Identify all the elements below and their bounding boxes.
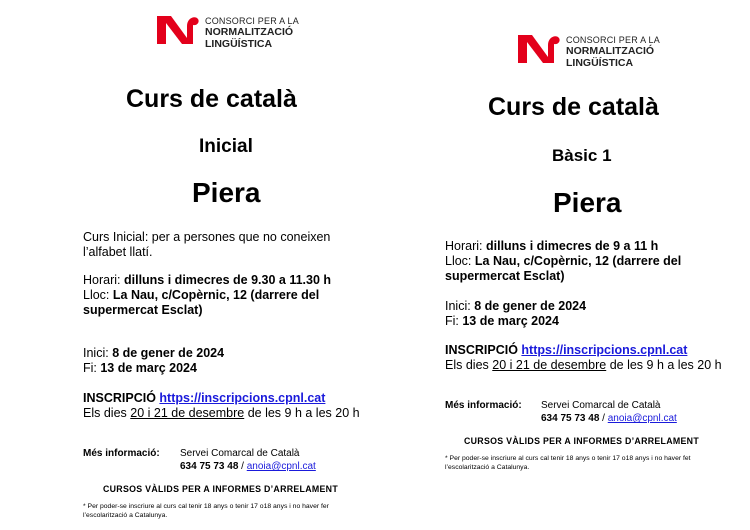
right-level: Bàsic 1 xyxy=(552,146,612,165)
right-servei: Servei Comarcal de Català xyxy=(541,400,661,411)
right-email-link[interactable]: anoia@cpnl.cat xyxy=(607,413,677,424)
left-lloc-value: La Nau, c/Copèrnic, 12 (darrere del supermercat Esclat) xyxy=(83,288,320,317)
left-inici-value: 8 de gener de 2024 xyxy=(112,346,225,360)
right-dies-pre: Els dies xyxy=(445,358,493,372)
right-inscripcio xyxy=(445,343,687,358)
left-lloc-label: Lloc: xyxy=(83,288,113,302)
cpnl-logo xyxy=(157,14,317,54)
right-dies-post: de les 9 h a les 20 h xyxy=(606,358,722,372)
right-title: Curs de català xyxy=(488,93,659,121)
right-fi-label: Fi: xyxy=(445,314,463,328)
left-dies-pre: Els dies xyxy=(83,406,131,420)
right-horari xyxy=(445,239,658,254)
right-inscripcio-label: INSCRIPCIÓ xyxy=(445,343,522,357)
left-contact xyxy=(180,460,316,473)
right-city: Piera xyxy=(553,187,622,218)
left-fi-label: Fi: xyxy=(83,361,101,375)
left-email-link[interactable]: anoia@cpnl.cat xyxy=(246,461,316,472)
left-inici xyxy=(83,346,224,361)
right-contact xyxy=(541,412,677,425)
cpnl-logo-icon xyxy=(518,33,562,65)
left-phone: 634 75 73 48 xyxy=(180,461,239,472)
right-fi-value: 13 de març 2024 xyxy=(462,314,559,328)
logo-line-2: NORMALITZACIÓ xyxy=(205,26,294,38)
right-lloc xyxy=(445,254,705,284)
left-dies-dates: 20 i 21 de desembre xyxy=(130,406,245,420)
left-title: Curs de català xyxy=(126,85,297,113)
right-fi xyxy=(445,314,559,329)
cpnl-logo-right xyxy=(518,33,678,73)
right-lloc-label: Lloc: xyxy=(445,254,475,268)
logo-line-1: CONSORCI PER A LA xyxy=(566,35,660,45)
left-level: Inicial xyxy=(199,136,253,157)
left-description: Curs Inicial: per a persones que no coneixen l’alfabet llatí. xyxy=(83,230,331,259)
left-dies-post: de les 9 h a les 20 h xyxy=(244,406,360,420)
left-inici-label: Inici: xyxy=(83,346,113,360)
logo-line-2: NORMALITZACIÓ xyxy=(566,45,655,57)
left-footnote: * Per poder-se inscriure al curs cal tenir 18 anys o tenir 17 o18 anys i no haver fer l’escolarització a Catalunya. xyxy=(83,503,329,519)
right-footnote: * Per poder-se inscriure al curs cal tenir 18 anys o tenir 17 o18 anys i no haver fet l’escolarització a Catalunya. xyxy=(445,455,691,471)
right-valid-notice: CURSOS VÀLIDS PER A INFORMES D’ARRELAMENT xyxy=(464,436,700,446)
left-horari-value: dilluns i dimecres de 9.30 a 11.30 h xyxy=(123,273,332,287)
right-inici-label: Inici: xyxy=(445,299,475,313)
left-lloc xyxy=(83,288,343,318)
left-servei: Servei Comarcal de Català xyxy=(180,448,300,459)
left-inscripcio-label: INSCRIPCIÓ xyxy=(83,391,160,405)
logo-line-3: LINGÜÍSTICA xyxy=(566,57,634,69)
right-lloc-value: La Nau, c/Copèrnic, 12 (darrere del supermercat Esclat) xyxy=(445,254,682,283)
right-dies xyxy=(445,358,722,373)
cpnl-logo-icon xyxy=(157,14,201,46)
left-city: Piera xyxy=(192,177,261,208)
logo-line-1: CONSORCI PER A LA xyxy=(205,16,299,26)
right-phone: 634 75 73 48 xyxy=(541,413,600,424)
left-inscripcio xyxy=(83,391,325,406)
left-fi-value: 13 de març 2024 xyxy=(100,361,197,375)
left-horari-label: Horari: xyxy=(83,273,124,287)
right-inici-value: 8 de gener de 2024 xyxy=(474,299,587,313)
left-mes-info-label: Més informació: xyxy=(83,448,160,459)
left-valid-notice: CURSOS VÀLIDS PER A INFORMES D’ARRELAMENT xyxy=(103,484,339,494)
left-dies xyxy=(83,406,360,421)
right-horari-label: Horari: xyxy=(445,239,486,253)
right-horari-value: dilluns i dimecres de 9 a 11 h xyxy=(485,239,659,253)
right-sep: / xyxy=(599,413,608,424)
left-fi xyxy=(83,361,197,376)
right-mes-info-label: Més informació: xyxy=(445,400,522,411)
left-horari xyxy=(83,273,358,288)
left-sep: / xyxy=(238,461,247,472)
right-inici xyxy=(445,299,586,314)
right-dies-dates: 20 i 21 de desembre xyxy=(492,358,607,372)
right-inscripcio-link[interactable]: https://inscripcions.cpnl.cat xyxy=(521,343,688,357)
logo-line-3: LINGÜÍSTICA xyxy=(205,38,273,50)
left-inscripcio-link[interactable]: https://inscripcions.cpnl.cat xyxy=(159,391,326,405)
